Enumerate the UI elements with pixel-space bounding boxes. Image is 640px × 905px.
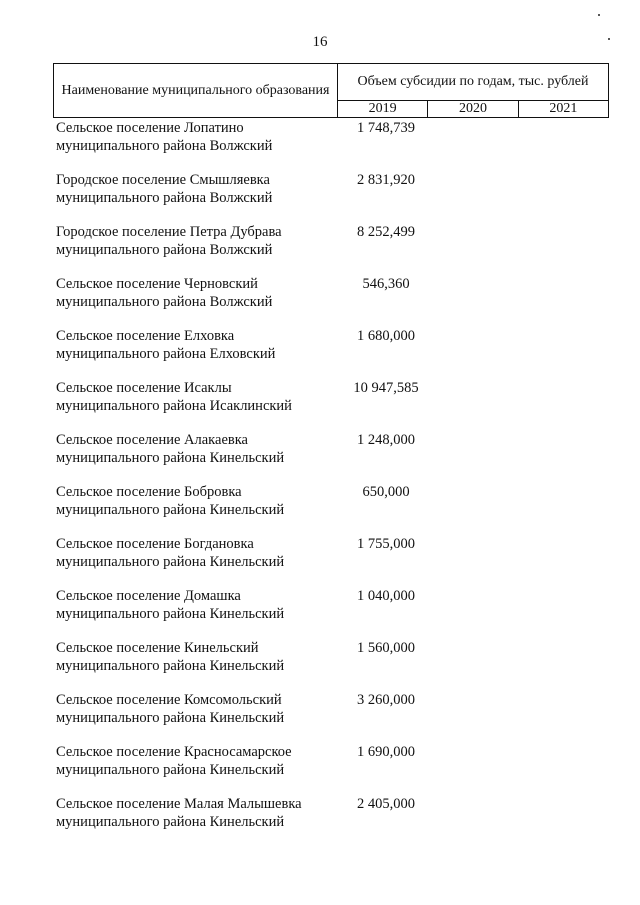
row-value-2019: 1 040,000 bbox=[357, 588, 415, 604]
row-value-2019: 546,360 bbox=[362, 276, 410, 292]
subsidy-table-header bbox=[53, 63, 609, 118]
table-row bbox=[56, 691, 616, 743]
row-value-2019: 1 248,000 bbox=[357, 432, 415, 448]
row-value-2019: 2 405,000 bbox=[357, 796, 415, 812]
table-row bbox=[56, 431, 616, 483]
row-name: Сельское поселение Бобровка муниципального района Кинельский bbox=[56, 484, 285, 518]
table-row bbox=[56, 275, 616, 327]
table-row bbox=[56, 223, 616, 275]
table-row bbox=[56, 587, 616, 639]
row-value-2019: 1 755,000 bbox=[357, 536, 415, 552]
table-row bbox=[56, 483, 616, 535]
table-row bbox=[56, 743, 616, 795]
row-name: Сельское поселение Лопатино муниципального района Волжский bbox=[56, 120, 273, 154]
row-value-2019: 8 252,499 bbox=[357, 224, 415, 240]
table-row bbox=[56, 639, 616, 691]
page-number: 16 bbox=[312, 34, 328, 50]
row-value-2019: 3 260,000 bbox=[357, 692, 415, 708]
row-value-2019: 1 690,000 bbox=[357, 744, 415, 760]
table-row bbox=[56, 535, 616, 587]
row-name: Сельское поселение Алакаевка муниципального района Кинельский bbox=[56, 432, 285, 466]
row-value-2019: 2 831,920 bbox=[357, 172, 415, 188]
row-name: Сельское поселение Красносамарское муниципального района Кинельский bbox=[56, 744, 292, 778]
row-name: Городское поселение Петра Дубрава муниципального района Волжский bbox=[56, 224, 282, 258]
row-name: Сельское поселение Елховка муниципального района Елховский bbox=[56, 328, 276, 362]
header-year-2020: 2020 bbox=[428, 101, 518, 118]
table-row bbox=[56, 119, 616, 171]
header-volume-column: Объем субсидии по годам, тыс. рублей bbox=[338, 64, 609, 101]
table-row bbox=[56, 327, 616, 379]
header-year-2021: 2021 bbox=[518, 101, 608, 118]
row-name: Сельское поселение Богдановка муниципального района Кинельский bbox=[56, 536, 285, 570]
row-value-2019: 1 748,739 bbox=[357, 120, 415, 136]
row-name: Сельское поселение Черновский муниципального района Волжский bbox=[56, 276, 273, 310]
table-row bbox=[56, 795, 616, 847]
table-row bbox=[56, 171, 616, 223]
row-name: Городское поселение Смышляевка муниципального района Волжский bbox=[56, 172, 273, 206]
row-name: Сельское поселение Кинельский муниципального района Кинельский bbox=[56, 640, 285, 674]
subsidy-rows bbox=[56, 119, 616, 847]
scan-speck bbox=[598, 14, 600, 16]
row-value-2019: 1 560,000 bbox=[357, 640, 415, 656]
row-name: Сельское поселение Исаклы муниципального района Исаклинский bbox=[56, 380, 292, 414]
header-year-2019: 2019 bbox=[338, 101, 428, 118]
row-value-2019: 10 947,585 bbox=[353, 380, 419, 396]
header-name-column: Наименование муниципального образования bbox=[54, 64, 338, 118]
table-row bbox=[56, 379, 616, 431]
row-name: Сельское поселение Комсомольский муниципального района Кинельский bbox=[56, 692, 285, 726]
row-value-2019: 1 680,000 bbox=[357, 328, 415, 344]
row-name: Сельское поселение Малая Малышевка муниципального района Кинельский bbox=[56, 796, 302, 830]
row-value-2019: 650,000 bbox=[362, 484, 410, 500]
row-name: Сельское поселение Домашка муниципального района Кинельский bbox=[56, 588, 285, 622]
